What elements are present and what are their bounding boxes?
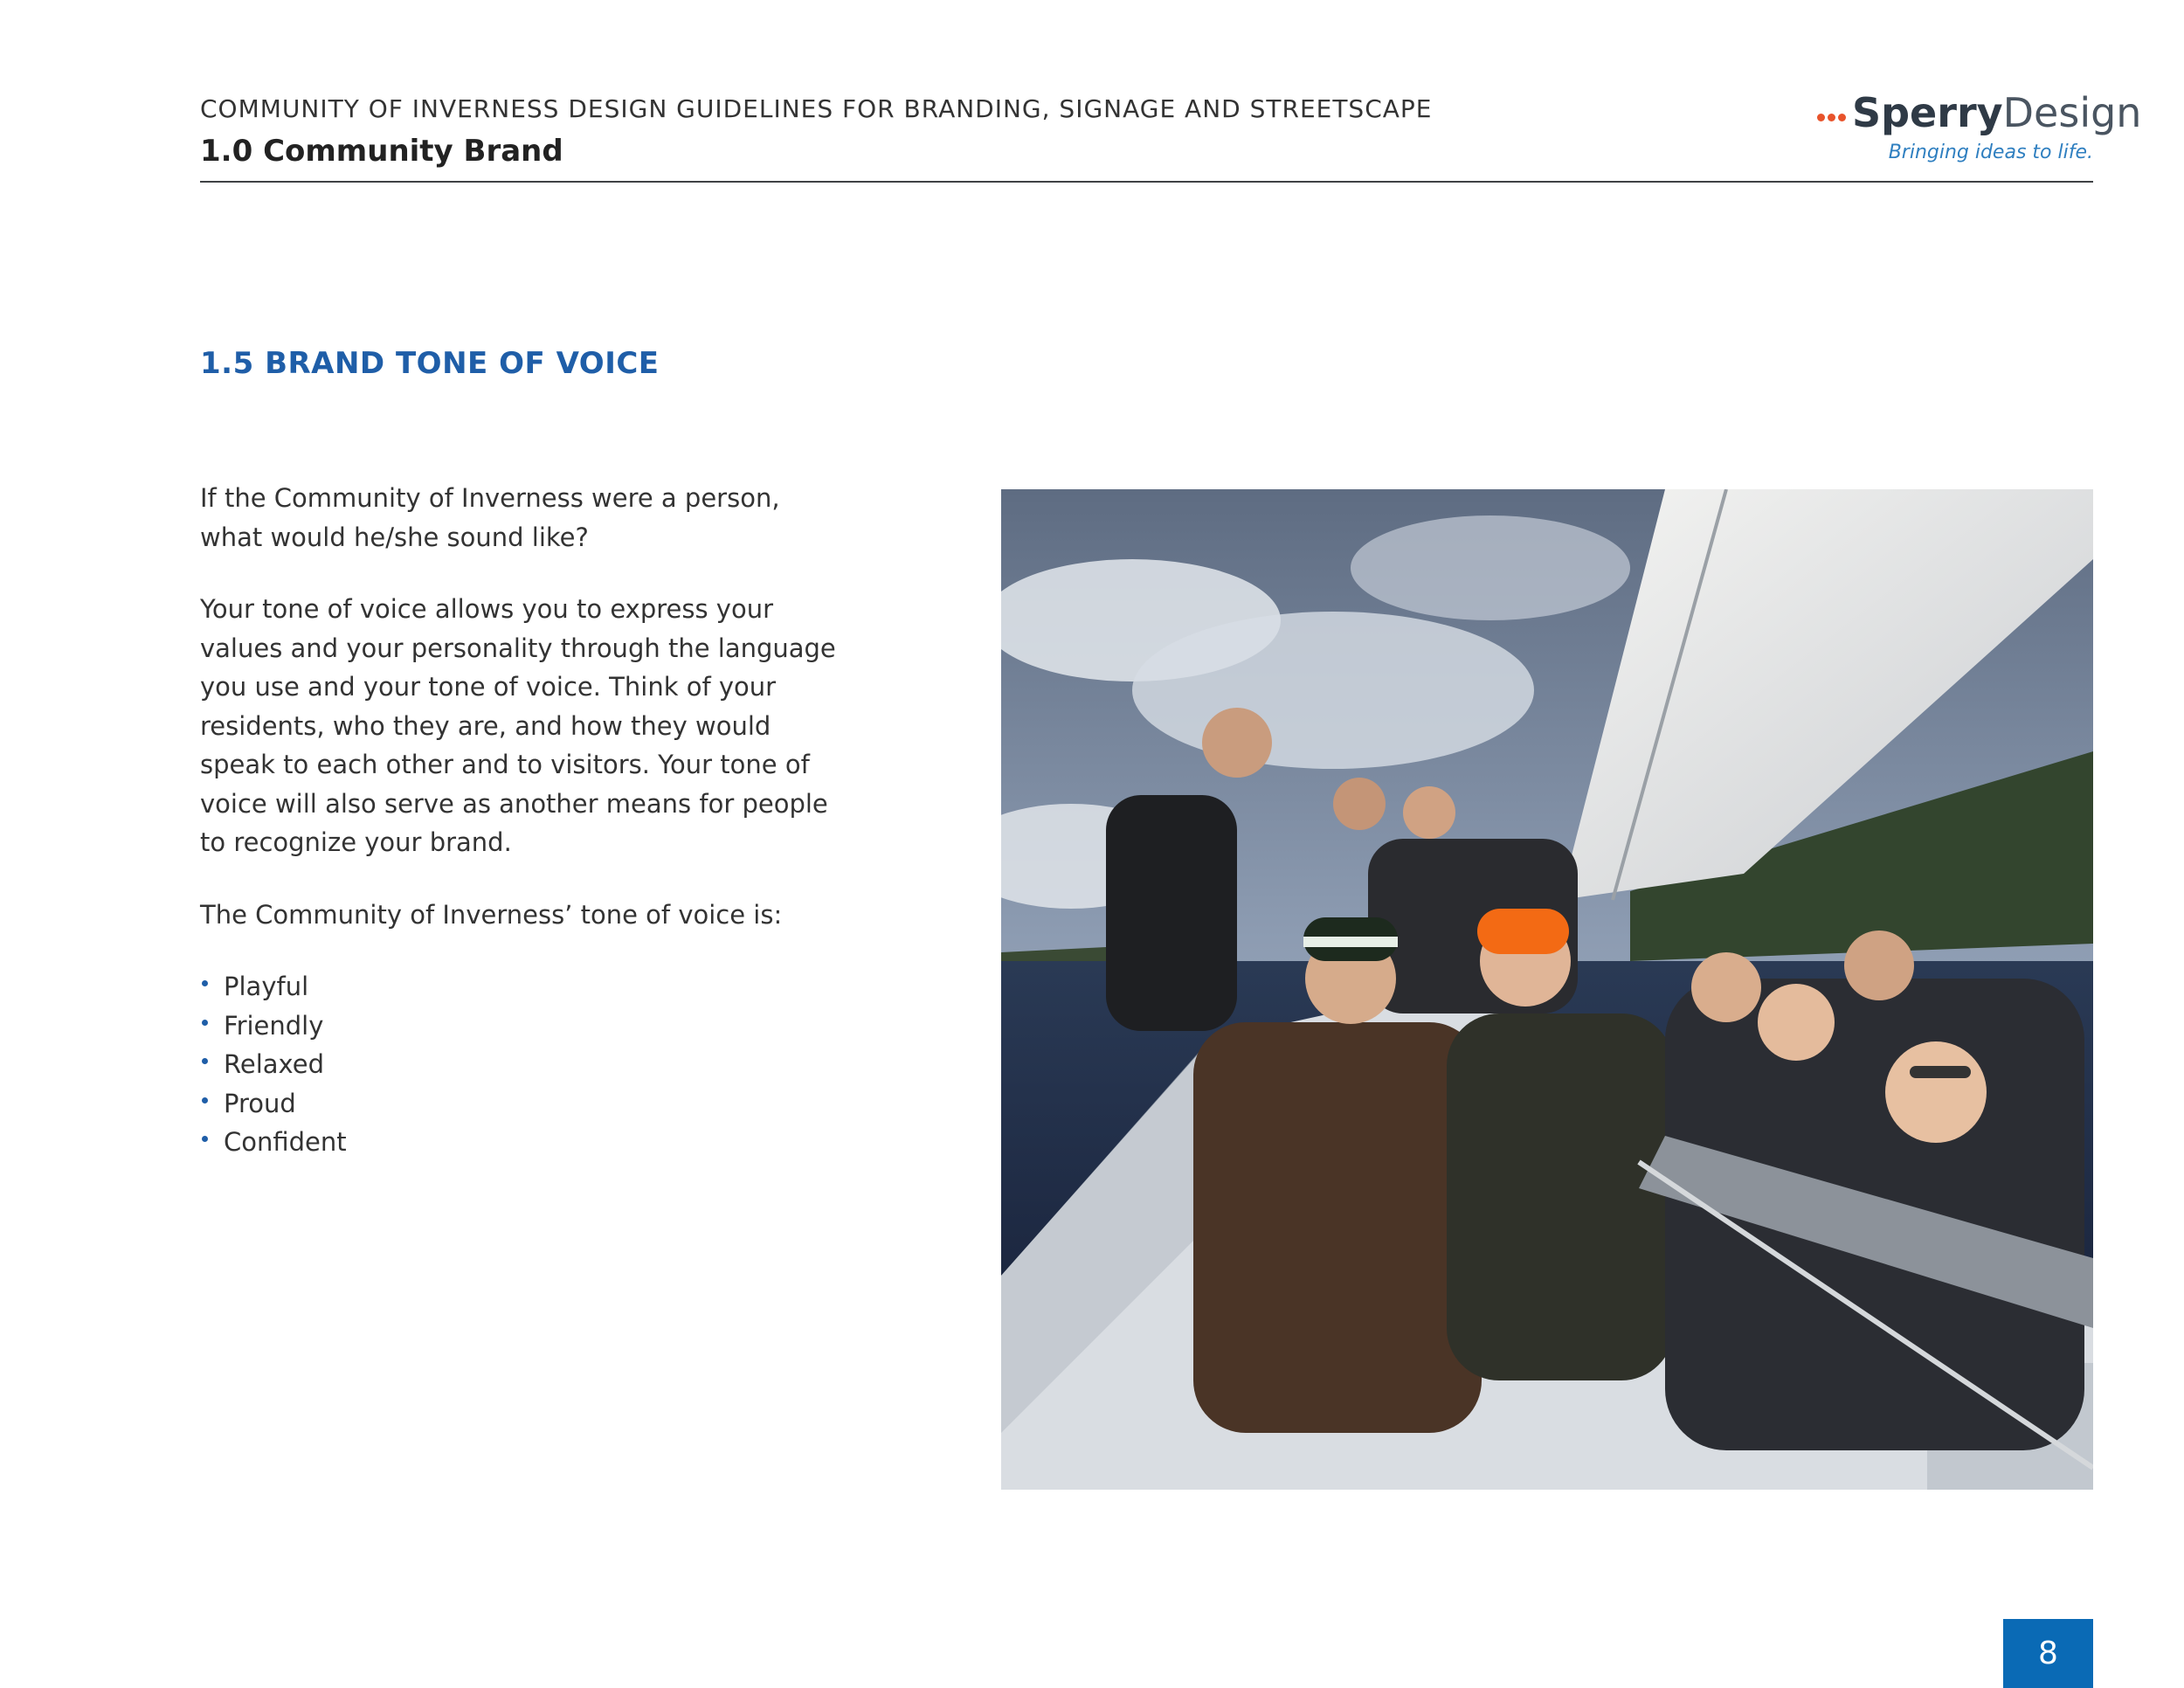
body-text	[200, 479, 847, 1162]
logo-word-light: Design	[2002, 89, 2142, 136]
sailing-group-photo	[1001, 489, 2093, 1490]
logo-dot	[1838, 114, 1846, 121]
logo-dots-icon	[1817, 114, 1846, 121]
header-divider	[200, 181, 2093, 183]
tone-list	[200, 967, 847, 1162]
logo-dot	[1828, 114, 1835, 121]
brand-tone-heading: 1.5 BRAND TONE OF VOICE	[200, 346, 660, 381]
logo-word-bold: Sperry	[1852, 89, 2003, 136]
section-title: 1.0 Community Brand	[200, 134, 563, 169]
logo-tagline: Bringing ideas to life.	[1888, 142, 2093, 163]
document-title: COMMUNITY OF INVERNESS DESIGN GUIDELINES FOR BRANDING, SIGNAGE AND STREETSCAPE	[200, 94, 1433, 123]
list-item: Playful	[200, 967, 847, 1007]
logo-wordmark	[1852, 89, 2141, 136]
tone-description-paragraph: Your tone of voice allows you to express your values and your personality through the language you use and your tone of voice. Think of your residents, who they are, and how they would speak to each other and to visitors. Your tone of voice will also serve as another means for people to recognize your brand.	[200, 594, 836, 857]
tone-list-lead: The Community of Inverness’ tone of voice is:	[200, 899, 783, 930]
sperry-design-logo	[1814, 89, 2142, 166]
list-item: Proud	[200, 1084, 847, 1124]
page-number-badge: 8	[2003, 1619, 2093, 1688]
photo-illustration	[1001, 489, 2093, 1490]
intro-paragraph: If the Community of Inverness were a person, what would he/she sound like?	[200, 483, 780, 552]
list-item: Friendly	[200, 1007, 847, 1046]
logo-dot	[1817, 114, 1825, 121]
list-item: Relaxed	[200, 1045, 847, 1084]
list-item: Confident	[200, 1123, 847, 1162]
